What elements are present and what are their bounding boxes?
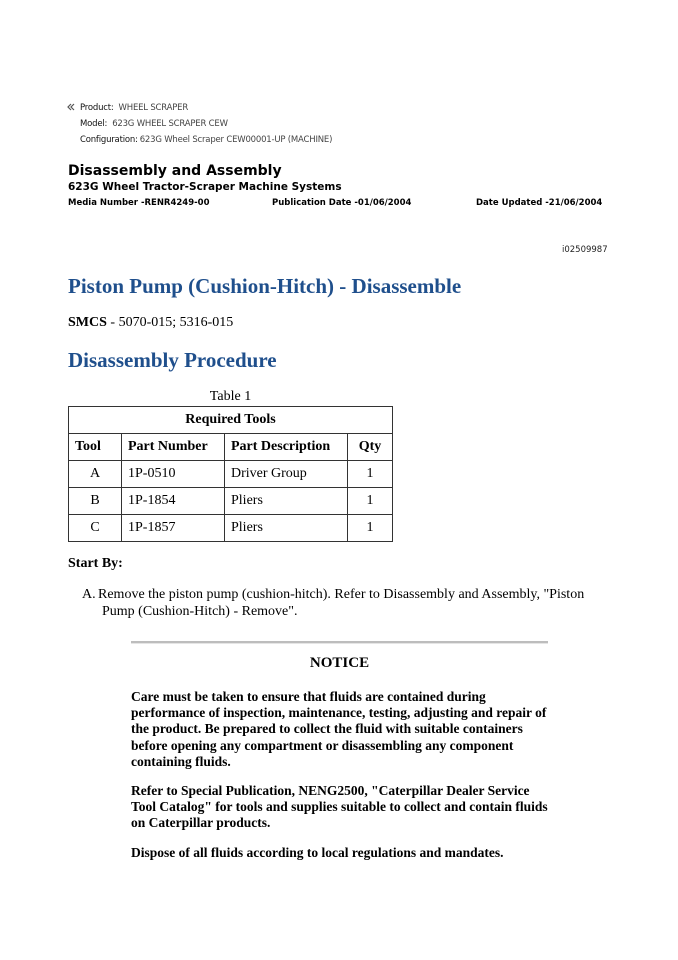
- notice-paragraph: Dispose of all fluids according to local regulations and mandates.: [131, 845, 504, 860]
- table-group-header: Required Tools: [69, 407, 393, 434]
- page-title: Piston Pump (Cushion-Hitch) - Disassemble: [68, 274, 462, 298]
- breadcrumb-product: Product: WHEEL SCRAPER: [80, 103, 189, 113]
- cell-tool: A: [69, 461, 122, 488]
- cell-qty: 1: [348, 461, 393, 488]
- cell-part-number: 1P-1854: [122, 488, 225, 515]
- notice-title: NOTICE: [309, 655, 370, 671]
- cell-description: Pliers: [225, 515, 348, 542]
- smcs-codes: [68, 315, 233, 331]
- table-row: [69, 515, 393, 542]
- configuration-link[interactable]: 623G Wheel Scraper CEW00001-UP (MACHINE): [139, 135, 333, 145]
- notice-paragraph: Refer to Special Publication, NENG2500, "Caterpillar Dealer Service Tool Catalog" for tools and supplies suitable to collect and contain fluids on Caterpillar products.: [131, 783, 548, 831]
- cell-description: Pliers: [225, 488, 348, 515]
- product-link[interactable]: WHEEL SCRAPER: [118, 103, 189, 113]
- table-row: [69, 461, 393, 488]
- cell-tool: C: [69, 515, 122, 542]
- back-arrow-icon[interactable]: [67, 103, 75, 111]
- table-row: [69, 488, 393, 515]
- column-header-qty: Qty: [348, 434, 393, 461]
- cell-part-number: 1P-1857: [122, 515, 225, 542]
- table-header-row: [69, 434, 393, 461]
- cell-part-number: 1P-0510: [122, 461, 225, 488]
- table-caption: Table 1: [209, 389, 252, 404]
- smcs-label: SMCS: [68, 315, 107, 330]
- document-title: Disassembly and Assembly: [68, 163, 282, 179]
- date-updated: Date Updated -21/06/2004: [476, 198, 603, 208]
- notice-paragraph: Care must be taken to ensure that fluids are contained during performance of inspection, maintenance, testing, adjusting and repair of the product. Be prepared to collect the fluid with suitable containers before opening any compartment or disassembling any component containing fluids.: [131, 689, 547, 769]
- breadcrumb-configuration: Configuration: 623G Wheel Scraper CEW00001-UP (MACHINE): [80, 135, 333, 145]
- cell-tool: B: [69, 488, 122, 515]
- document-subtitle: 623G Wheel Tractor-Scraper Machine Systems: [68, 181, 342, 193]
- publication-date: Publication Date -01/06/2004: [272, 198, 412, 208]
- step-letter: A.: [82, 587, 96, 602]
- cell-qty: 1: [348, 488, 393, 515]
- table-group-header-row: [69, 407, 393, 434]
- column-header-tool: Tool: [69, 434, 122, 461]
- document-id: i02509987: [562, 245, 608, 255]
- cell-description: Driver Group: [225, 461, 348, 488]
- model-link[interactable]: 623G WHEEL SCRAPER CEW: [112, 119, 228, 129]
- start-by-step: [82, 586, 602, 620]
- notice-divider: [131, 641, 548, 644]
- smcs-value: - 5070-015; 5316-015: [106, 315, 234, 330]
- start-by-label: Start By:: [68, 556, 123, 571]
- cell-qty: 1: [348, 515, 393, 542]
- media-number: Media Number -RENR4249-00: [68, 198, 210, 208]
- breadcrumb-model: Model: 623G WHEEL SCRAPER CEW: [80, 119, 228, 129]
- column-header-part-description: Part Description: [225, 434, 348, 461]
- column-header-part-number: Part Number: [122, 434, 225, 461]
- procedure-title: Disassembly Procedure: [68, 348, 277, 372]
- step-text: Remove the piston pump (cushion-hitch). Refer to Disassembly and Assembly, "Piston Pump (Cushion-Hitch) - Remove".: [98, 587, 585, 619]
- required-tools-table: [68, 406, 393, 542]
